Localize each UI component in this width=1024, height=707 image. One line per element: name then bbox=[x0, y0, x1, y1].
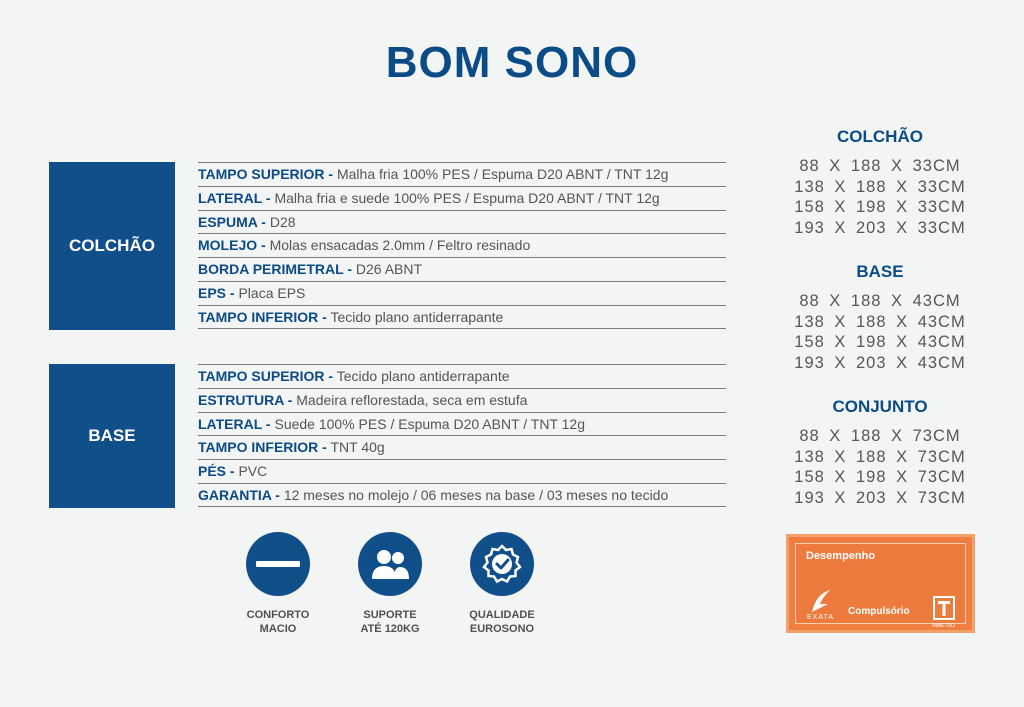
spec-row: TAMPO SUPERIOR - Tecido plano antiderrapante bbox=[198, 364, 726, 388]
size-item: 88 X 188 X 73CM bbox=[799, 427, 961, 445]
spec-row: ESTRUTURA - Madeira reflorestada, seca em estufa bbox=[198, 388, 726, 412]
size-item: 158 X 198 X 43CM bbox=[794, 333, 966, 351]
inmetro-logo-icon bbox=[933, 596, 955, 620]
people-icon bbox=[358, 532, 422, 596]
colchao-label: COLCHÃO bbox=[69, 236, 155, 255]
base-spec-list bbox=[198, 364, 726, 507]
size-item: 193 X 203 X 43CM bbox=[794, 353, 966, 372]
size-item: 138 X 188 X 33CM bbox=[794, 177, 966, 196]
spec-row: EPS - Placa EPS bbox=[198, 281, 726, 305]
seal-bottom-text: Compulsório bbox=[848, 606, 910, 617]
spec-row: ESPUMA - D28 bbox=[198, 210, 726, 234]
feature-caption-line1: CONFORTO bbox=[246, 609, 310, 621]
comfort-bar-icon bbox=[246, 532, 310, 596]
base-label-block bbox=[49, 364, 175, 508]
feature-conforto bbox=[218, 532, 338, 636]
spec-row: PÉS - PVC bbox=[198, 459, 726, 483]
feature-caption-line1: SUPORTE bbox=[363, 609, 417, 621]
colchao-label-block bbox=[49, 162, 175, 330]
spec-row: MOLEJO - Molas ensacadas 2.0mm / Feltro resinado bbox=[198, 233, 726, 257]
feature-suporte bbox=[330, 532, 450, 636]
size-item: 88 X 188 X 33CM bbox=[799, 157, 961, 175]
exata-logo-icon bbox=[808, 588, 834, 614]
base-label: BASE bbox=[88, 426, 136, 445]
sizes-conjunto bbox=[780, 397, 980, 508]
size-item: 193 X 203 X 73CM bbox=[794, 488, 966, 507]
feature-caption-line1: QUALIDADE bbox=[469, 609, 535, 621]
size-item: 158 X 198 X 73CM bbox=[794, 468, 966, 486]
size-item: 88 X 188 X 43CM bbox=[799, 292, 961, 310]
inmetro-seal bbox=[786, 534, 975, 633]
seal-left-logo-text: EXATA bbox=[807, 614, 834, 621]
page-title: BOM SONO bbox=[385, 38, 639, 87]
feature-caption-line2: EUROSONO bbox=[469, 623, 535, 635]
seal-right-logo-text: INMETRO bbox=[932, 623, 956, 629]
spec-row: TAMPO INFERIOR - TNT 40g bbox=[198, 435, 726, 459]
seal-top-text: Desempenho bbox=[806, 550, 876, 562]
sizes-heading: COLCHÃO bbox=[837, 127, 923, 146]
spec-row: TAMPO SUPERIOR - Malha fria 100% PES / Espuma D20 ABNT / TNT 12g bbox=[198, 162, 726, 186]
seal-inner bbox=[795, 543, 966, 629]
sizes-heading: BASE bbox=[856, 262, 904, 281]
feature-caption-line2: MACIO bbox=[259, 623, 297, 635]
quality-badge-icon bbox=[470, 532, 534, 596]
spec-row: TAMPO INFERIOR - Tecido plano antiderrapante bbox=[198, 305, 726, 329]
size-item: 158 X 198 X 33CM bbox=[794, 198, 966, 216]
sizes-base bbox=[780, 262, 980, 373]
size-item: 138 X 188 X 43CM bbox=[794, 312, 966, 331]
feature-qualidade bbox=[442, 532, 562, 636]
spec-row: BORDA PERIMETRAL - D26 ABNT bbox=[198, 257, 726, 281]
sizes-colchao bbox=[780, 127, 980, 238]
feature-caption-line2: ATÉ 120KG bbox=[360, 623, 420, 635]
spec-row: GARANTIA - 12 meses no molejo / 06 meses na base / 03 meses no tecido bbox=[198, 483, 726, 507]
size-item: 193 X 203 X 33CM bbox=[794, 218, 966, 237]
sizes-heading: CONJUNTO bbox=[832, 397, 928, 416]
spec-row: LATERAL - Suede 100% PES / Espuma D20 ABNT / TNT 12g bbox=[198, 412, 726, 436]
size-item: 138 X 188 X 73CM bbox=[794, 447, 966, 466]
colchao-spec-list bbox=[198, 162, 726, 329]
spec-row: LATERAL - Malha fria e suede 100% PES / Espuma D20 ABNT / TNT 12g bbox=[198, 186, 726, 210]
